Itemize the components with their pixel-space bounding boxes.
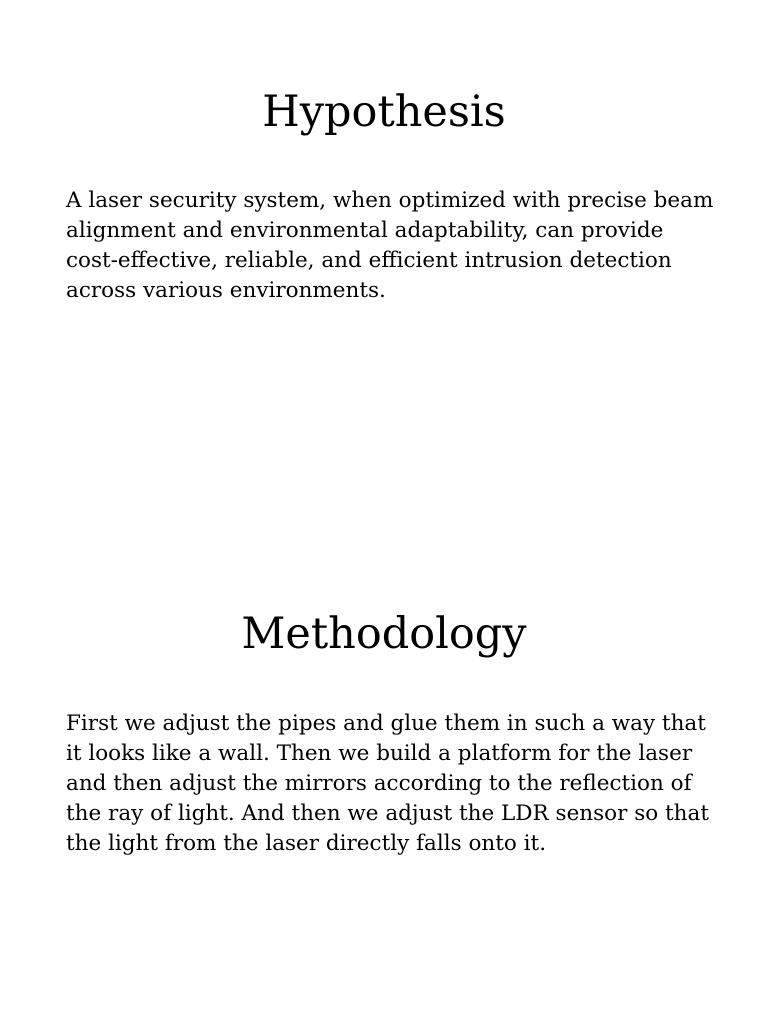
methodology-paragraph: First we adjust the pipes and glue them in such a way that it looks like a wall. Then we build a platform for the laser and then adjust the mirrors according to the reflection of the ray of light. And then we adjust the LDR sensor so that the light from the laser directly falls onto it. bbox=[66, 711, 709, 856]
methodology-heading: Methodology bbox=[241, 609, 527, 659]
hypothesis-heading: Hypothesis bbox=[262, 87, 506, 137]
methodology-section bbox=[0, 606, 768, 856]
hypothesis-paragraph: A laser security system, when optimized with precise beam alignment and environmental adaptability, can provide cost-effective, reliable, and efficient intrusion detection across various environments. bbox=[66, 188, 714, 303]
hypothesis-section bbox=[0, 84, 768, 303]
